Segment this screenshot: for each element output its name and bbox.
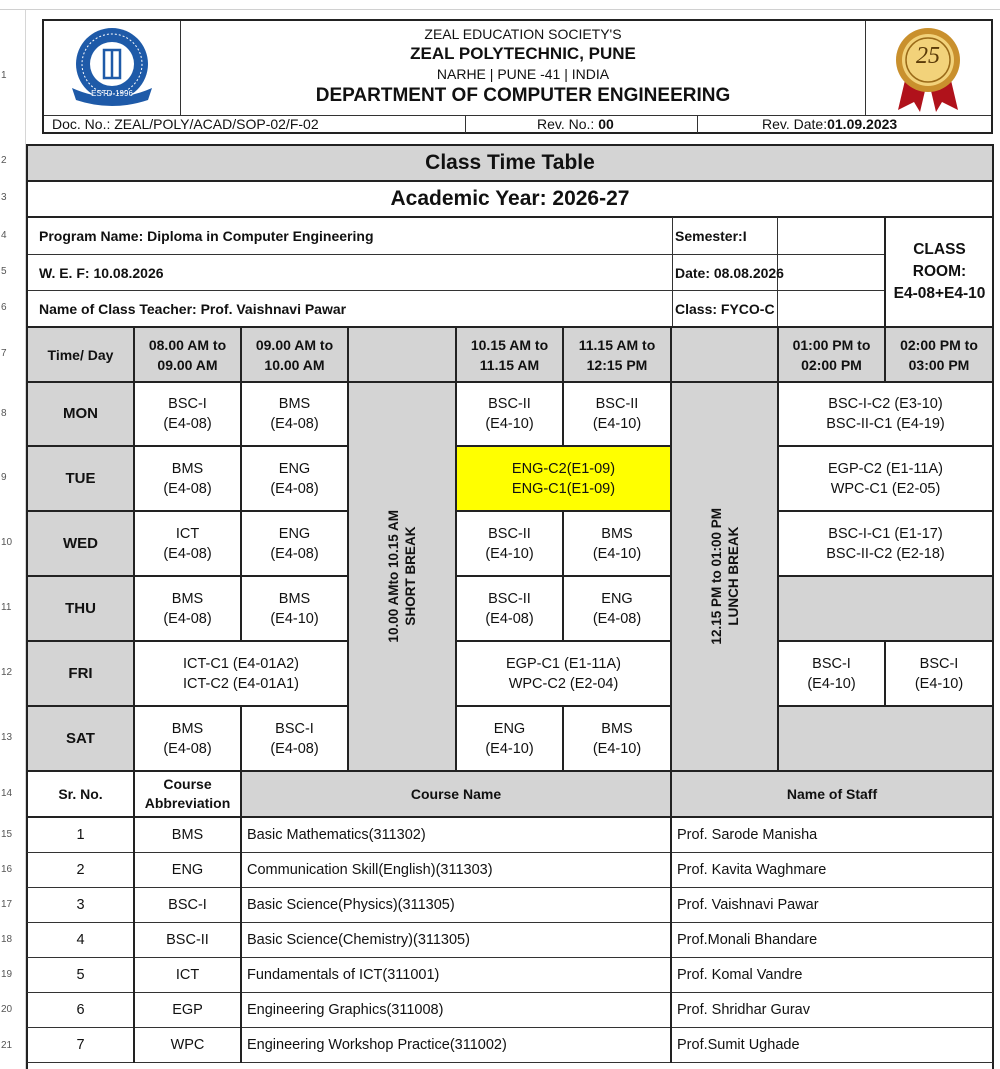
slot-header: 11.15 AM to 12:15 PM	[578, 336, 656, 373]
timetable-cell: BSC-I-C1 (E1-17) BSC-II-C2 (E2-18)	[826, 525, 945, 562]
row-number[interactable]: 15	[1, 829, 13, 840]
row-number[interactable]: 20	[1, 1004, 13, 1015]
row-number[interactable]: 11	[1, 602, 12, 613]
class-room: CLASS ROOM: E4-08+E4-10	[893, 241, 986, 302]
badge-number: 25	[916, 43, 940, 69]
row-number[interactable]: 9	[1, 472, 7, 483]
empty-slot-thu	[778, 576, 993, 640]
row-number[interactable]: 21	[1, 1040, 13, 1051]
day-label: FRI	[68, 664, 93, 682]
zeal-logo-icon	[64, 26, 160, 108]
course-abbr: BSC-I	[168, 897, 207, 913]
row-number[interactable]: 1	[1, 70, 7, 81]
row-number[interactable]: 3	[1, 192, 7, 203]
course-sr: 7	[76, 1037, 85, 1053]
day-label: MON	[63, 405, 98, 422]
issue-date: Date: 08.08.2026	[675, 264, 784, 281]
timetable-cell: BMS (E4-08)	[163, 720, 212, 757]
doc-row-divider	[697, 116, 698, 133]
timetable-cell-highlighted: ENG-C2(E1-09) ENG-C1(E1-09)	[511, 460, 616, 497]
row-number[interactable]: 17	[1, 899, 13, 910]
course-name: Communication Skill(English)(311303)	[247, 862, 493, 878]
slot-header: 08.00 AM to 09.00 AM	[148, 336, 227, 373]
timetable-cell: BSC-II (E4-10)	[485, 525, 534, 562]
course-name: Fundamentals of ICT(311001)	[247, 967, 440, 983]
slot-header: 10.15 AM to 11.15 AM	[470, 336, 549, 373]
program-name: Program Name: Diploma in Computer Engineering	[39, 228, 374, 244]
timetable-cell: ENG (E4-08)	[270, 460, 319, 497]
course-abbr: BMS	[171, 827, 204, 843]
timetable-cell: BSC-II (E4-10)	[592, 396, 642, 432]
slot-header: 02:00 PM to 03:00 PM	[900, 336, 978, 373]
semester: Semester:I	[675, 228, 747, 244]
timetable-cell: ICT-C1 (E4-01A2) ICT-C2 (E4-01A1)	[182, 655, 300, 692]
timetable-cell: BSC-I (E4-10)	[914, 655, 964, 692]
slot-header: 01:00 PM to 02:00 PM	[792, 336, 871, 373]
row-number[interactable]: 5	[1, 266, 7, 277]
course-abbr: BSC-II	[166, 932, 209, 948]
empty-slot-sat	[778, 706, 993, 770]
timetable-cell: BMS (E4-10)	[592, 720, 642, 757]
grid-line	[27, 1062, 993, 1063]
timetable-cell: EGP-C2 (E1-11A) WPC-C1 (E2-05)	[828, 460, 943, 497]
header-divider	[865, 21, 866, 115]
course-name: Engineering Workshop Practice(311002)	[247, 1037, 507, 1053]
short-break	[349, 383, 455, 770]
day-label: SAT	[66, 729, 95, 747]
anniversary-badge-icon	[880, 26, 976, 112]
course-abbr: ICT	[175, 967, 200, 983]
doc-number: Doc. No.: ZEAL/POLY/ACAD/SOP-02/F-02	[52, 116, 319, 132]
day-label: TUE	[65, 469, 96, 487]
course-sr: 2	[76, 862, 85, 878]
column-header-strip	[0, 0, 1000, 10]
logo-estd-text: ESTD-1996	[91, 89, 133, 98]
doc-row-divider	[465, 116, 466, 133]
grid-line	[778, 575, 993, 577]
short-break-label: 10.00 AMto 10.15 AM SHORT BREAK	[386, 510, 418, 643]
timetable-cell: BSC-I-C2 (E3-10) BSC-II-C1 (E4-19)	[826, 396, 945, 432]
row-number[interactable]: 14	[1, 788, 13, 799]
row-number[interactable]: 19	[1, 969, 13, 980]
course-abbr: WPC	[170, 1037, 205, 1053]
timetable-cell: BSC-II (E4-08)	[485, 590, 534, 627]
class-name: Class: FYCO-C	[675, 300, 775, 317]
course-sr: 6	[76, 1002, 85, 1018]
course-abbr: EGP	[172, 1002, 203, 1018]
timetable-cell: BMS (E4-08)	[163, 460, 212, 497]
row-number[interactable]: 4	[1, 230, 7, 241]
course-sr: 5	[76, 967, 85, 983]
row-number[interactable]: 18	[1, 934, 13, 945]
row-number[interactable]: 13	[1, 732, 13, 743]
staff-name: Prof. Kavita Waghmare	[677, 862, 827, 878]
rev-no-label: Rev. No.:	[537, 116, 599, 132]
course-sr: 3	[76, 897, 85, 913]
timetable-cell: BMS (E4-08)	[163, 590, 212, 627]
course-abbr: ENG	[171, 862, 204, 878]
class-teacher: Name of Class Teacher: Prof. Vaishnavi Pawar	[39, 300, 347, 317]
day-label: THU	[65, 599, 96, 617]
lunch-break	[672, 383, 777, 770]
course-name: Engineering Graphics(311008)	[247, 1002, 444, 1018]
rev-date-value: 01.09.2023	[827, 116, 898, 132]
staff-name: Prof. Sarode Manisha	[677, 827, 818, 843]
course-abbr-header: Course Abbreviation	[144, 776, 231, 811]
department-name: DEPARTMENT OF COMPUTER ENGINEERING	[315, 85, 731, 106]
timetable-cell: BMS (E4-10)	[592, 525, 642, 562]
grid-line	[992, 144, 994, 1069]
course-name-header: Course Name	[410, 786, 502, 802]
timetable-cell: ENG (E4-10)	[485, 720, 534, 757]
revision-number	[537, 116, 614, 132]
revision-date	[762, 116, 897, 132]
day-label: WED	[63, 534, 98, 552]
course-name: Basic Mathematics(311302)	[247, 827, 426, 843]
timetable-cell: BSC-I (E4-08)	[270, 720, 319, 757]
row-number[interactable]: 10	[1, 537, 13, 548]
rev-date-label: Rev. Date:	[762, 116, 828, 132]
timetable-cell: BSC-I (E4-08)	[163, 396, 212, 432]
institute-address: NARHE | PUNE -41 | INDIA	[436, 66, 610, 82]
institute-name: ZEAL POLYTECHNIC, PUNE	[410, 44, 636, 63]
row-number[interactable]: 7	[1, 348, 7, 359]
timetable-cell: BSC-I (E4-10)	[807, 655, 856, 692]
slot-header: 09.00 AM to 10.00 AM	[255, 336, 334, 373]
staff-name: Prof. Shridhar Gurav	[677, 1002, 810, 1018]
timetable-title: Class Time Table	[425, 151, 595, 174]
rev-no-value: 00	[598, 116, 614, 132]
row-number[interactable]: 12	[1, 667, 13, 678]
staff-name: Prof. Vaishnavi Pawar	[677, 897, 819, 913]
wef-date: W. E. F: 10.08.2026	[39, 264, 164, 281]
row-number[interactable]: 2	[1, 155, 7, 166]
timetable-cell: EGP-C1 (E1-11A) WPC-C2 (E2-04)	[506, 655, 621, 692]
row-number[interactable]: 8	[1, 408, 7, 419]
row-number[interactable]: 6	[1, 302, 7, 313]
course-name: Basic Science(Physics)(311305)	[247, 897, 455, 913]
course-sr: 1	[76, 827, 85, 843]
timetable-cell: BMS (E4-10)	[270, 590, 319, 627]
row-number[interactable]: 16	[1, 864, 13, 875]
timetable-cell: ENG (E4-08)	[592, 590, 642, 627]
time-day-header: Time/ Day	[47, 346, 114, 363]
sr-no-header: Sr. No.	[58, 786, 103, 802]
staff-name: Prof.Monali Bhandare	[677, 932, 818, 948]
academic-year: Academic Year: 2026-27	[390, 187, 630, 210]
staff-name-header: Name of Staff	[786, 786, 878, 802]
staff-name: Prof.Sumit Ughade	[677, 1037, 800, 1053]
society-name: ZEAL EDUCATION SOCIETY'S	[424, 26, 622, 42]
timetable-cell: ENG (E4-08)	[270, 525, 319, 562]
timetable-cell: ICT (E4-08)	[163, 525, 212, 562]
lunch-break-label: 12.15 PM to 01:00 PM LUNCH BREAK	[708, 508, 741, 645]
timetable-cell: BMS (E4-08)	[270, 396, 319, 432]
timetable-cell: BSC-II (E4-10)	[485, 396, 534, 432]
course-sr: 4	[76, 932, 85, 948]
staff-name: Prof. Komal Vandre	[677, 967, 803, 983]
course-name: Basic Science(Chemistry)(311305)	[247, 932, 470, 948]
